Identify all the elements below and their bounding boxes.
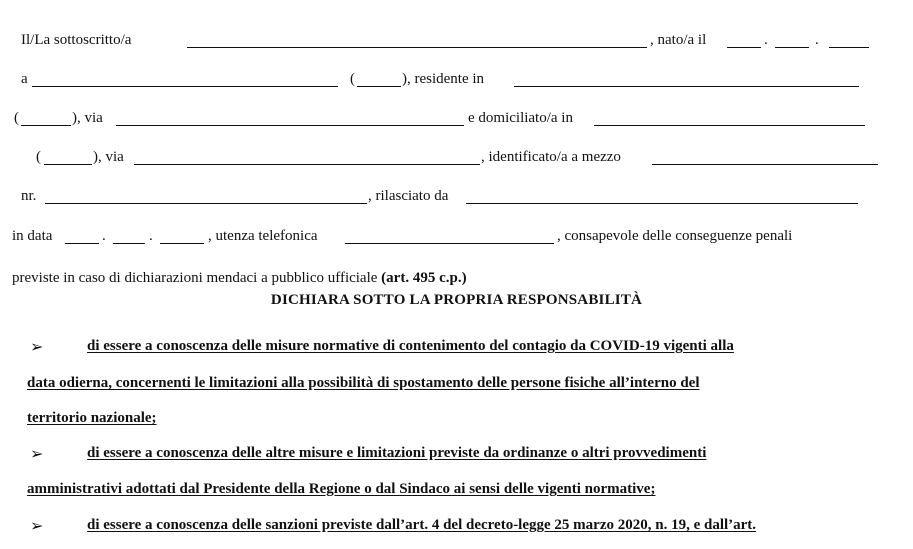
declaration-heading: DICHIARA SOTTO LA PROPRIA RESPONSABILITÀ (270, 292, 643, 308)
number-label: nr. (21, 188, 37, 204)
issued-by-label: , rilasciato da (368, 188, 449, 204)
birth-month-field[interactable] (775, 47, 809, 48)
full-name-field[interactable] (187, 47, 647, 48)
residence-street-field[interactable] (116, 125, 464, 126)
birth-year-field[interactable] (829, 47, 869, 48)
domicile-city-field[interactable] (594, 125, 865, 126)
arrow-bullet-icon: ➢ (30, 446, 44, 463)
identified-label: , identificato/a a mezzo (481, 149, 621, 165)
date-label: in data (12, 228, 53, 244)
declaration-line: di essere a conoscenza delle altre misure e limitazioni previste da ordinanze o altri provvedimenti (87, 445, 707, 461)
domicile-province-field[interactable] (44, 164, 92, 165)
id-document-field[interactable] (652, 164, 878, 165)
date-separator: . (764, 32, 768, 48)
subject-label: Il/La sottoscritto/a (21, 32, 132, 48)
declaration-line: data odierna, concernenti le limitazioni alla possibilità di spostamento delle persone fisiche all’interno del (27, 375, 700, 391)
form-row-penalty (12, 268, 467, 288)
declaration-line: di essere a conoscenza delle misure normative di contenimento del contagio da COVID-19 vigenti alla (87, 338, 734, 354)
date-separator: . (149, 228, 153, 244)
paren-open: ( (14, 110, 19, 126)
phone-label: , utenza telefonica (208, 228, 318, 244)
street-label: ), via (72, 110, 103, 126)
phone-field[interactable] (345, 243, 554, 244)
born-label: , nato/a il (650, 32, 707, 48)
birth-province-field[interactable] (357, 86, 401, 87)
birth-day-field[interactable] (727, 47, 761, 48)
domicile-label: e domiciliato/a in (468, 110, 573, 126)
declaration-line: territorio nazionale; (27, 410, 157, 426)
domicile-street-field[interactable] (134, 164, 480, 165)
residence-province-field[interactable] (21, 125, 71, 126)
penalty-article: (art. 495 c.p.) (381, 270, 467, 286)
street-label: ), via (93, 149, 124, 165)
declaration-line: di essere a conoscenza delle sanzioni previste dall’art. 4 del decreto-legge 25 marzo 2020, n. 19, e dall’art. (87, 517, 757, 533)
residence-label: ), residente in (402, 71, 485, 87)
document-number-field[interactable] (45, 203, 367, 204)
birthplace-label: a (21, 71, 28, 87)
arrow-bullet-icon: ➢ (30, 518, 44, 535)
paren-open: ( (36, 149, 41, 165)
awareness-label: , consapevole delle conseguenze penali (557, 228, 793, 244)
issue-day-field[interactable] (65, 243, 99, 244)
birthplace-field[interactable] (32, 86, 338, 87)
declaration-line: amministrativi adottati dal Presidente della Regione o dal Sindaco ai sensi delle vigenti normative; (27, 481, 656, 497)
residence-city-field[interactable] (514, 86, 859, 87)
date-separator: . (102, 228, 106, 244)
date-separator: . (815, 32, 819, 48)
issue-year-field[interactable] (160, 243, 204, 244)
issuer-field[interactable] (466, 203, 858, 204)
paren-open: ( (350, 71, 355, 87)
issue-month-field[interactable] (113, 243, 145, 244)
arrow-bullet-icon: ➢ (30, 339, 44, 356)
penalty-text: previste in caso di dichiarazioni mendaci a pubblico ufficiale (12, 270, 382, 286)
